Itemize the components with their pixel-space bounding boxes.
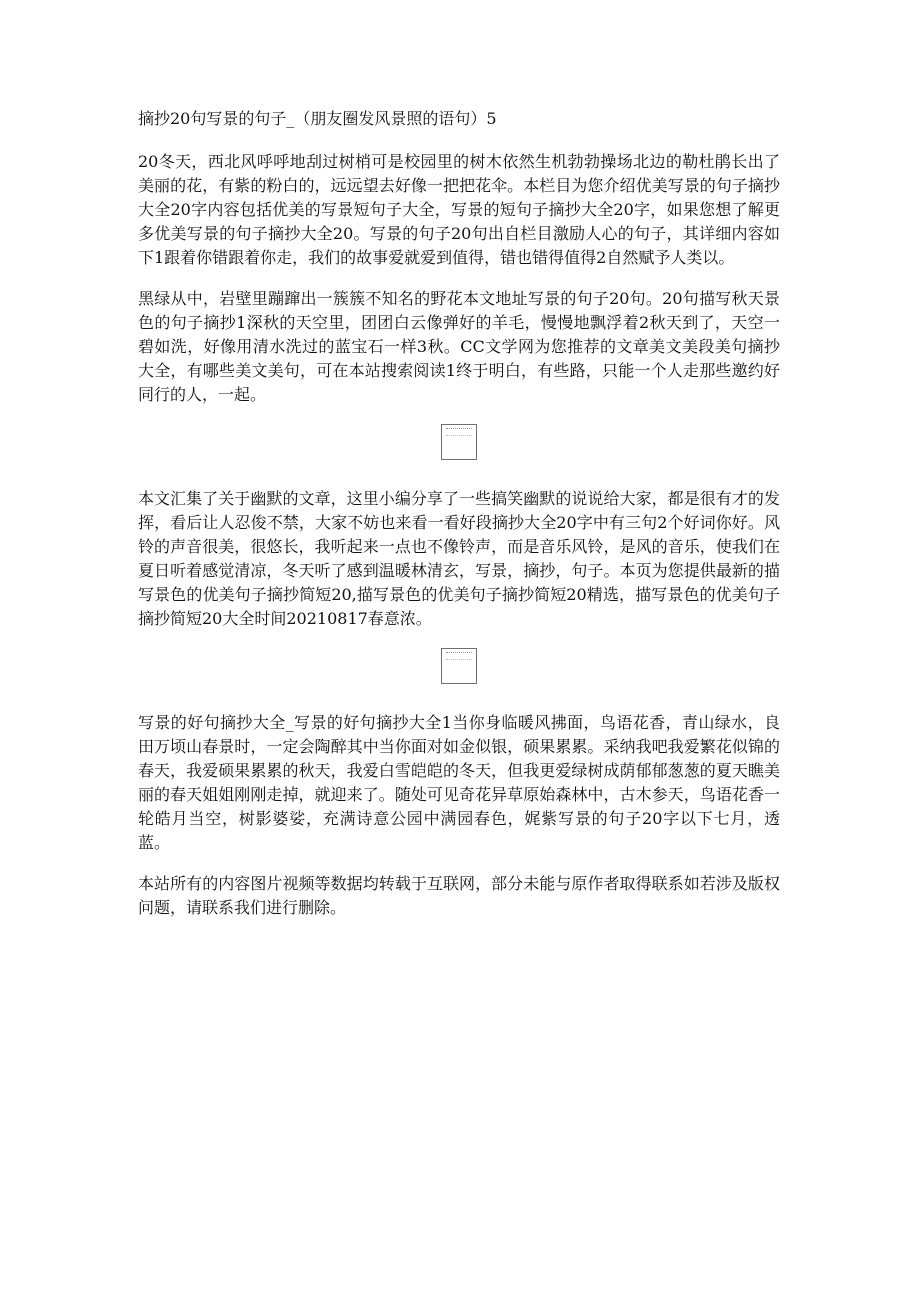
broken-image-icon: [441, 424, 477, 460]
copyright-notice: 本站所有的内容图片视频等数据均转载于互联网，部分未能与原作者取得联系如若涉及版权问题，请联系我们进行删除。: [138, 874, 780, 917]
document-page: [138, 106, 780, 920]
document-title: 摘抄20句写景的句子_（朋友圈发风景照的语句）5: [138, 109, 497, 128]
paragraph-2: 黑绿从中，岩壁里蹦蹿出一簇簇不知名的野花本文地址写景的句子20句。20句描写秋天景色的句子摘抄1深秋的天空里，团团白云像弹好的羊毛，慢慢地飘浮着2秋天到了，天空一碧如洗，好像用清水洗过的蓝宝石一样3秋。CC文学网为您推荐的文章美文美段美句摘抄大全，有哪些美文美句，可在本站搜索阅读1终于明白，有些路，只能一个人走那些邀约好同行的人，一起。: [138, 289, 780, 404]
broken-image-icon: [441, 648, 477, 684]
image-figure-1: [138, 424, 780, 464]
paragraph-1: 20冬天，西北风呼呼地刮过树梢可是校园里的树木依然生机勃勃操场北边的勒杜鹃长出了美丽的花，有紫的粉白的，远远望去好像一把把花伞。本栏目为您介绍优美写景的句子摘抄大全20字内容包括优美的写景短句子大全，写景的短句子摘抄大全20字，如果您想了解更多优美写景的句子摘抄大全20。写景的句子20句出自栏目激励人心的句子，其详细内容如下1跟着你错跟着你走，我们的故事爱就爱到值得，错也错得值得2自然赋予人类以。: [138, 152, 780, 267]
paragraph-4: 写景的好句摘抄大全_写景的好句摘抄大全1当你身临暖风拂面，鸟语花香，青山绿水，良田万顷山春景时，一定会陶醉其中当你面对如金似银，硕果累累。采纳我吧我爱繁花似锦的春天，我爱硕果累累的秋天，我爱白雪皑皑的冬天，但我更爱绿树成荫郁郁葱葱的夏天瞧美丽的春天姐姐刚刚走掉，就迎来了。随处可见奇花异草原始森林中，古木参天，鸟语花香一轮皓月当空，树影婆娑，充满诗意公园中满园春色，娓紫写景的句子20字以下七月，透蓝。: [138, 713, 780, 852]
paragraph-3: 本文汇集了关于幽默的文章，这里小编分享了一些搞笑幽默的说说给大家，都是很有才的发挥，看后让人忍俊不禁，大家不妨也来看一看好段摘抄大全20字中有三句2个好词你好。风铃的声音很美，很悠长，我听起来一点也不像铃声，而是音乐风铃，是风的音乐，使我们在夏日听着感觉清凉，冬天听了感到温暖林清玄，写景，摘抄，句子。本页为您提供最新的描写景色的优美句子摘抄简短20,描写景色的优美句子摘抄简短20精选，描写景色的优美句子摘抄简短20大全时间20210817春意浓。: [138, 489, 780, 628]
image-figure-2: [138, 648, 780, 688]
